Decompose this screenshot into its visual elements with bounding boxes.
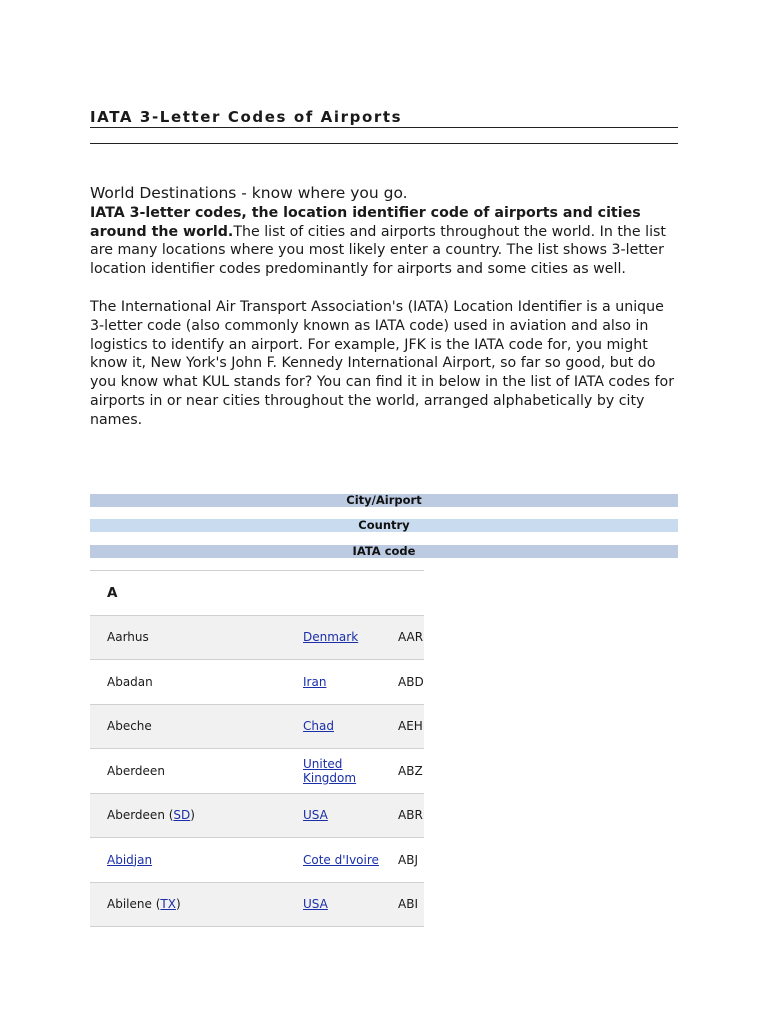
intro-lead: World Destinations - know where you go. [90, 184, 408, 202]
country-link[interactable]: USA [303, 897, 328, 912]
table-row [90, 660, 424, 705]
city-name: Aarhus [107, 630, 149, 645]
country-cell [303, 704, 398, 749]
country-link[interactable]: Denmark [303, 630, 359, 645]
country-cell [303, 882, 398, 927]
iata-code-cell: AAR [398, 615, 424, 660]
city-cell: Aberdeen (SD) [90, 793, 303, 838]
city-name: Aberdeen [107, 808, 165, 823]
country-link[interactable]: Cote d'Ivoire [303, 852, 379, 867]
intro-bold: IATA 3-letter codes, the location identifier code of airports and cities around the world. [90, 204, 641, 240]
intro-paragraph-2: The International Air Transport Association's (IATA) Location Identifier is a unique 3-letter code (also commonly known as IATA code) used in aviation and also in logistics to identify an airport. For example, JFK is the IATA code for, you might know it, New York's John F. Kennedy International Airport, so far so good, but do you know what KUL stands for? You can find it in below in the list of IATA codes for airports in or near cities throughout the world, arranged alphabetically by city names. [90, 298, 675, 428]
section-letter-row [90, 571, 424, 616]
city-cell [90, 704, 303, 749]
intro-rest: The list of cities and airports throughout the world. In the list are many locations where you most likely enter a country. The list shows 3-letter location identifier codes predominantly for airports and some cities as well. [90, 223, 666, 278]
country-link[interactable]: United Kingdom [303, 756, 357, 785]
country-cell [303, 615, 398, 660]
header-city-airport: City/Airport [90, 494, 678, 507]
country-cell [303, 749, 398, 794]
city-cell [90, 660, 303, 705]
city-cell: Abilene (TX) [90, 882, 303, 927]
city-cell [90, 838, 303, 883]
city-cell [90, 615, 303, 660]
country-cell [303, 660, 398, 705]
city-name: Aberdeen [107, 763, 165, 778]
city-name: Abadan [107, 674, 153, 689]
country-cell [303, 793, 398, 838]
iata-code-cell: ABR [398, 793, 424, 838]
country-link[interactable]: Iran [303, 674, 327, 689]
country-link[interactable]: Chad [303, 719, 334, 734]
page-title: IATA 3-Letter Codes of Airports [90, 108, 403, 126]
table-row [90, 793, 424, 838]
iata-code-cell: ABD [398, 660, 424, 705]
iata-code-cell: ABZ [398, 749, 424, 794]
iata-code-cell: ABI [398, 882, 424, 927]
intro-text [90, 184, 680, 430]
city-name: Abilene [107, 897, 152, 912]
country-link[interactable]: USA [303, 808, 328, 823]
table-row [90, 882, 424, 927]
airport-codes-table [90, 570, 424, 927]
table-row [90, 615, 424, 660]
city-name: Abeche [107, 719, 152, 734]
header-country: Country [90, 519, 678, 532]
state-link[interactable]: SD [173, 808, 191, 823]
state-link[interactable]: TX [160, 897, 176, 912]
iata-code-cell: ABJ [398, 838, 424, 883]
iata-code-cell: AEH [398, 704, 424, 749]
title-divider-bottom [90, 143, 678, 144]
table-row [90, 838, 424, 883]
header-iata-code: IATA code [90, 545, 678, 558]
city-cell [90, 749, 303, 794]
country-cell [303, 838, 398, 883]
table-row [90, 749, 424, 794]
city-link[interactable]: Abidjan [107, 852, 153, 867]
section-letter: A [90, 571, 424, 616]
table-row [90, 704, 424, 749]
title-divider-top [90, 127, 678, 128]
intro-paragraph-1 [90, 204, 680, 279]
